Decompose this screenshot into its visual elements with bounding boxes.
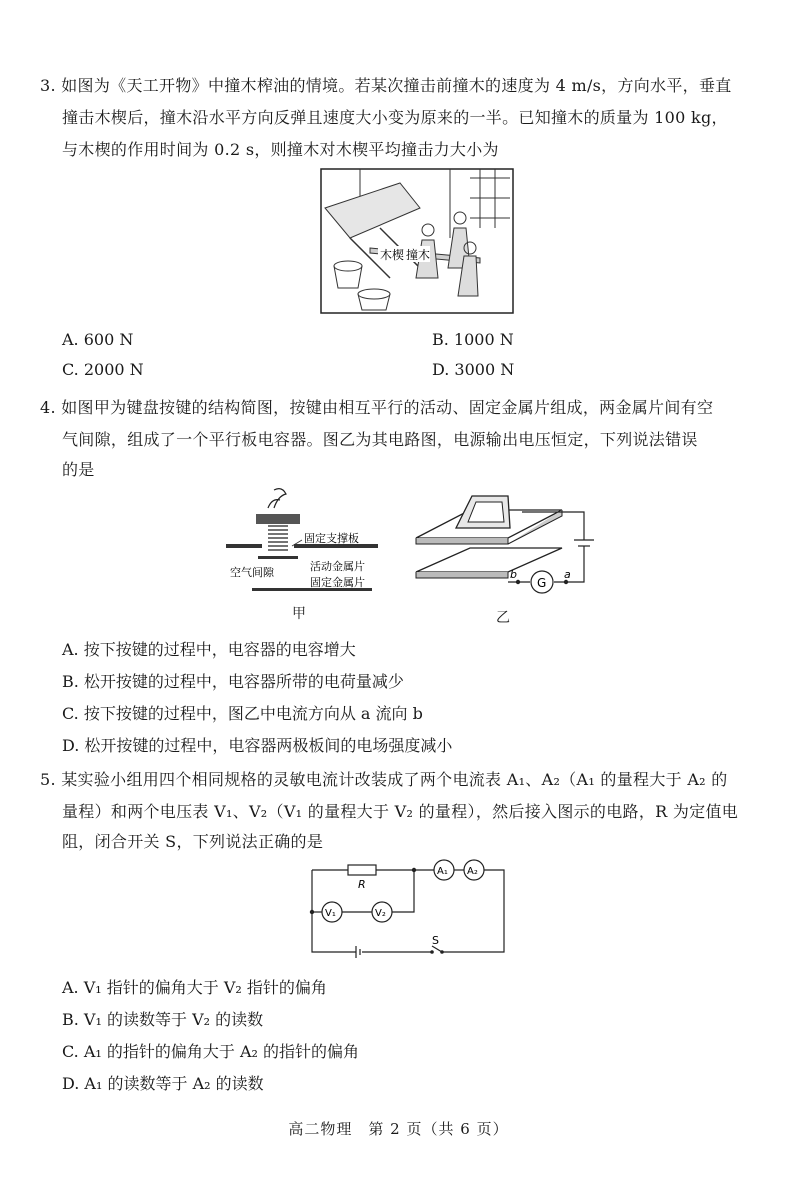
q5-option-a: A. V₁ 指针的偏角大于 V₂ 指针的偏角 [62, 978, 327, 997]
fixed-plate-label: 固定金属片 [310, 576, 365, 589]
q4-option-a: A. 按下按键的过程中，电容器的电容增大 [62, 640, 356, 659]
q3-option-a: A. 600 N [62, 330, 134, 349]
q4-option-d: D. 松开按键的过程中，电容器两极板间的电场强度减小 [62, 736, 453, 755]
q4-line-3: 的是 [62, 460, 95, 479]
wedge-label: 木楔 [380, 248, 405, 262]
galvanometer-label: G [537, 576, 547, 590]
air-gap-label: 空气间隙 [230, 566, 274, 579]
keyboard-key-structure-diagram [222, 486, 382, 598]
q5-line-1: 5. 某实验小组用四个相同规格的灵敏电流计改装成了两个电流表 A₁、A₂（A₁ 的量程大于 A₂ 的 [40, 770, 728, 789]
point-a-label: a [564, 568, 571, 581]
ammeter-a2-label: A₂ [467, 866, 478, 877]
keyboard-circuit-diagram [412, 488, 612, 596]
ammeter-a1-label: A₁ [437, 866, 448, 877]
switch-label: S [432, 934, 439, 947]
q3-option-c: C. 2000 N [62, 360, 144, 379]
q5-line-2: 量程）和两个电压表 V₁、V₂（V₁ 的量程大于 V₂ 的量程），然后接入图示的电路，R 为定值电 [62, 802, 739, 821]
voltmeter-v2-label: V₂ [375, 908, 386, 919]
oil-press-illustration [320, 168, 514, 314]
resistor-label: R [358, 878, 366, 891]
q4-option-b: B. 松开按键的过程中，电容器所带的电荷量减少 [62, 672, 404, 691]
figure-yi-caption: 乙 [496, 610, 510, 626]
q3-option-b: B. 1000 N [432, 330, 514, 349]
figure-jia-caption: 甲 [292, 606, 306, 622]
point-b-label: b [510, 568, 517, 581]
q4-option-c: C. 按下按键的过程中，图乙中电流方向从 a 流向 b [62, 704, 423, 723]
q3-line-3: 与木楔的作用时间为 0.2 s，则撞木对木楔平均撞击力大小为 [62, 140, 499, 159]
q4-line-2: 气间隙，组成了一个平行板电容器。图乙为其电路图，电源输出电压恒定，下列说法错误 [62, 430, 698, 449]
support-plate-label: 固定支撑板 [304, 532, 359, 545]
q5-option-b: B. V₁ 的读数等于 V₂ 的读数 [62, 1010, 264, 1029]
meter-circuit-diagram [306, 856, 510, 960]
q5-option-d: D. A₁ 的读数等于 A₂ 的读数 [62, 1074, 264, 1093]
q4-line-1: 4. 如图甲为键盘按键的结构简图，按键由相互平行的活动、固定金属片组成，两金属片间有空 [40, 398, 714, 417]
voltmeter-v1-label: V₁ [325, 908, 336, 919]
q5-line-3: 阻，闭合开关 S，下列说法正确的是 [62, 832, 324, 851]
q3-line-2: 撞击木楔后，撞木沿水平方向反弹且速度大小变为原来的一半。已知撞木的质量为 100 kg， [62, 108, 728, 127]
q5-option-c: C. A₁ 的指针的偏角大于 A₂ 的指针的偏角 [62, 1042, 360, 1061]
moving-plate-label: 活动金属片 [310, 560, 365, 573]
q3-line-1: 3. 如图为《天工开物》中撞木榨油的情境。若某次撞击前撞木的速度为 4 m/s，方向水平，垂直 [40, 76, 732, 95]
q3-option-d: D. 3000 N [432, 360, 515, 379]
ram-label: 撞木 [406, 248, 431, 262]
page-footer: 高二物理 第 2 页（共 6 页） [288, 1120, 509, 1138]
